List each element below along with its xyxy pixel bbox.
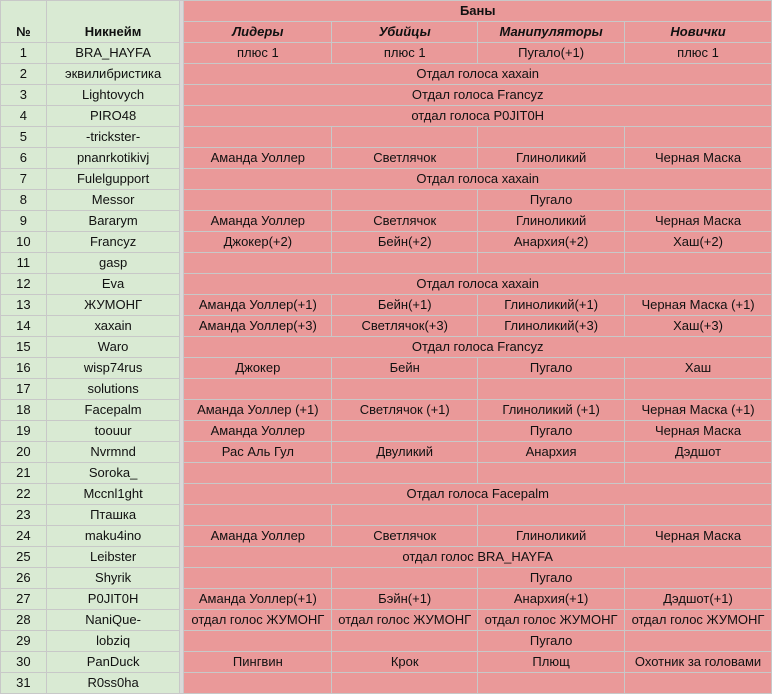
ban-cell-manipulators[interactable]: Глиноликий <box>478 526 625 547</box>
ban-cell-manipulators[interactable]: Глиноликий <box>478 148 625 169</box>
ban-cell-killers[interactable]: Крок <box>332 652 478 673</box>
ban-cell-newcomers[interactable] <box>625 379 772 400</box>
row-number-cell[interactable]: 23 <box>1 505 47 526</box>
ban-cell-manipulators[interactable]: Плющ <box>478 652 625 673</box>
ban-cell-leaders[interactable]: Аманда Уоллер <box>184 421 332 442</box>
row-number-cell[interactable]: 26 <box>1 568 47 589</box>
table-row <box>1 652 772 673</box>
row-number-cell[interactable]: 27 <box>1 589 47 610</box>
ban-cell-newcomers[interactable]: Черная Маска (+1) <box>625 400 772 421</box>
nickname-cell[interactable]: Francyz <box>46 232 180 253</box>
nickname-cell[interactable]: Nvrmnd <box>46 442 180 463</box>
ban-cell-killers[interactable]: Бэйн(+1) <box>332 589 478 610</box>
ban-cell-manipulators[interactable]: Анархия(+1) <box>478 589 625 610</box>
ban-cell-manipulators[interactable] <box>478 127 625 148</box>
header-row-top <box>1 1 772 22</box>
row-number-cell[interactable]: 3 <box>1 85 47 106</box>
nickname-cell[interactable]: Lightovych <box>46 85 180 106</box>
number-column-header[interactable]: № <box>1 1 47 43</box>
ban-cell-killers[interactable] <box>332 379 478 400</box>
ban-cell-newcomers[interactable] <box>625 253 772 274</box>
ban-cell-killers[interactable] <box>332 190 478 211</box>
table-row <box>1 148 772 169</box>
nickname-cell[interactable]: Fulelgupport <box>46 169 180 190</box>
ban-cell-leaders[interactable]: Джокер(+2) <box>184 232 332 253</box>
ban-cell-leaders[interactable]: Пингвин <box>184 652 332 673</box>
ban-cell-killers[interactable]: Светлячок <box>332 211 478 232</box>
ban-cell-newcomers[interactable]: Черная Маска <box>625 211 772 232</box>
nickname-cell[interactable]: gasp <box>46 253 180 274</box>
nickname-cell[interactable]: toouur <box>46 421 180 442</box>
nickname-cell[interactable]: -trickster- <box>46 127 180 148</box>
table-row <box>1 316 772 337</box>
nickname-column-header[interactable]: Никнейм <box>46 1 180 43</box>
ban-cell-newcomers[interactable] <box>625 190 772 211</box>
row-number-cell[interactable]: 14 <box>1 316 47 337</box>
table-row <box>1 631 772 652</box>
row-number-cell[interactable]: 12 <box>1 274 47 295</box>
nickname-cell[interactable]: PanDuck <box>46 652 180 673</box>
merged-ban-cell[interactable]: Отдал голоса Francyz <box>184 337 772 358</box>
row-number-cell[interactable]: 18 <box>1 400 47 421</box>
ban-cell-leaders[interactable]: Аманда Уоллер(+1) <box>184 589 332 610</box>
row-number-cell[interactable]: 19 <box>1 421 47 442</box>
merged-ban-cell[interactable]: Отдал голоса Francyz <box>184 85 772 106</box>
ban-cell-newcomers[interactable] <box>625 505 772 526</box>
table-row <box>1 547 772 568</box>
table-row <box>1 211 772 232</box>
ban-cell-killers[interactable]: Двуликий <box>332 442 478 463</box>
ban-cell-newcomers[interactable]: Черная Маска <box>625 526 772 547</box>
nickname-cell[interactable]: Facepalm <box>46 400 180 421</box>
ban-cell-leaders[interactable] <box>184 253 332 274</box>
ban-cell-leaders[interactable]: Аманда Уоллер <box>184 211 332 232</box>
category-header-newcomers[interactable]: Новички <box>625 22 772 43</box>
ban-cell-killers[interactable]: Светлячок <box>332 526 478 547</box>
row-number-cell[interactable]: 5 <box>1 127 47 148</box>
nickname-cell[interactable]: lobziq <box>46 631 180 652</box>
ban-cell-leaders[interactable] <box>184 673 332 694</box>
ban-cell-newcomers[interactable] <box>625 631 772 652</box>
ban-cell-manipulators[interactable] <box>478 505 625 526</box>
table-row <box>1 421 772 442</box>
nickname-cell[interactable]: эквилибристика <box>46 64 180 85</box>
ban-cell-leaders[interactable]: Джокер <box>184 358 332 379</box>
category-header-killers[interactable]: Убийцы <box>332 22 478 43</box>
nickname-cell[interactable]: Пташка <box>46 505 180 526</box>
ban-cell-leaders[interactable] <box>184 568 332 589</box>
table-row <box>1 190 772 211</box>
table-row <box>1 232 772 253</box>
ban-cell-manipulators[interactable] <box>478 463 625 484</box>
ban-cell-newcomers[interactable]: Дэдшот(+1) <box>625 589 772 610</box>
ban-cell-newcomers[interactable]: Хаш(+2) <box>625 232 772 253</box>
ban-cell-manipulators[interactable]: Пугало <box>478 421 625 442</box>
row-number-cell[interactable]: 16 <box>1 358 47 379</box>
table-row <box>1 127 772 148</box>
nickname-cell[interactable]: wisp74rus <box>46 358 180 379</box>
nickname-cell[interactable]: Eva <box>46 274 180 295</box>
ban-cell-manipulators[interactable]: Пугало(+1) <box>478 43 625 64</box>
table-row <box>1 337 772 358</box>
row-number-cell[interactable]: 20 <box>1 442 47 463</box>
ban-cell-manipulators[interactable]: Глиноликий(+1) <box>478 295 625 316</box>
ban-cell-manipulators[interactable] <box>478 253 625 274</box>
table-row <box>1 463 772 484</box>
merged-ban-cell[interactable]: Отдал голоса хахаin <box>184 169 772 190</box>
row-number-cell[interactable]: 30 <box>1 652 47 673</box>
ban-cell-leaders[interactable]: Аманда Уоллер(+3) <box>184 316 332 337</box>
table-row <box>1 106 772 127</box>
row-number-cell[interactable]: 25 <box>1 547 47 568</box>
ban-cell-manipulators[interactable]: Пугало <box>478 568 625 589</box>
ban-cell-manipulators[interactable] <box>478 379 625 400</box>
row-number-cell[interactable]: 2 <box>1 64 47 85</box>
row-number-cell[interactable]: 21 <box>1 463 47 484</box>
row-number-cell[interactable]: 15 <box>1 337 47 358</box>
row-number-cell[interactable]: 1 <box>1 43 47 64</box>
ban-cell-leaders[interactable]: Аманда Уоллер (+1) <box>184 400 332 421</box>
table-row <box>1 43 772 64</box>
ban-cell-newcomers[interactable] <box>625 127 772 148</box>
ban-cell-killers[interactable] <box>332 505 478 526</box>
ban-cell-leaders[interactable]: Аманда Уоллер <box>184 148 332 169</box>
ban-cell-newcomers[interactable] <box>625 463 772 484</box>
row-number-cell[interactable]: 13 <box>1 295 47 316</box>
table-row <box>1 673 772 694</box>
ban-cell-leaders[interactable]: отдал голос ЖУМОНГ <box>184 610 332 631</box>
table-row <box>1 568 772 589</box>
row-number-cell[interactable]: 7 <box>1 169 47 190</box>
ban-cell-killers[interactable]: Светлячок(+3) <box>332 316 478 337</box>
nickname-cell[interactable]: Messor <box>46 190 180 211</box>
row-number-cell[interactable]: 29 <box>1 631 47 652</box>
ban-cell-killers[interactable]: Бейн(+1) <box>332 295 478 316</box>
ban-cell-newcomers[interactable] <box>625 568 772 589</box>
nickname-cell[interactable]: Shyrik <box>46 568 180 589</box>
ban-cell-manipulators[interactable]: отдал голос ЖУМОНГ <box>478 610 625 631</box>
nickname-cell[interactable]: Mccnl1ght <box>46 484 180 505</box>
table-row <box>1 526 772 547</box>
ban-cell-manipulators[interactable]: Глиноликий <box>478 211 625 232</box>
ban-cell-killers[interactable]: плюс 1 <box>332 43 478 64</box>
table-row <box>1 169 772 190</box>
ban-cell-manipulators[interactable]: Пугало <box>478 190 625 211</box>
ban-cell-manipulators[interactable]: Глиноликий (+1) <box>478 400 625 421</box>
ban-cell-newcomers[interactable]: Черная Маска <box>625 421 772 442</box>
table-row <box>1 442 772 463</box>
merged-ban-cell[interactable]: отдал голос BRA_HAYFA <box>184 547 772 568</box>
row-number-cell[interactable]: 17 <box>1 379 47 400</box>
nickname-cell[interactable]: Bararym <box>46 211 180 232</box>
ban-cell-killers[interactable] <box>332 421 478 442</box>
ban-cell-newcomers[interactable]: Черная Маска (+1) <box>625 295 772 316</box>
ban-cell-leaders[interactable] <box>184 127 332 148</box>
row-number-cell[interactable]: 11 <box>1 253 47 274</box>
nickname-cell[interactable]: PIRO48 <box>46 106 180 127</box>
row-number-cell[interactable]: 9 <box>1 211 47 232</box>
row-number-cell[interactable]: 10 <box>1 232 47 253</box>
ban-cell-leaders[interactable] <box>184 631 332 652</box>
nickname-cell[interactable]: хахаin <box>46 316 180 337</box>
ban-cell-newcomers[interactable]: Хаш <box>625 358 772 379</box>
ban-cell-newcomers[interactable]: плюс 1 <box>625 43 772 64</box>
ban-cell-manipulators[interactable]: Анархия <box>478 442 625 463</box>
merged-ban-cell[interactable]: Отдал голоса хахаin <box>184 274 772 295</box>
table-row <box>1 295 772 316</box>
ban-cell-manipulators[interactable]: Анархия(+2) <box>478 232 625 253</box>
table-row <box>1 610 772 631</box>
ban-cell-killers[interactable]: Светлячок (+1) <box>332 400 478 421</box>
nickname-cell[interactable]: solutions <box>46 379 180 400</box>
table-row <box>1 64 772 85</box>
ban-cell-newcomers[interactable] <box>625 673 772 694</box>
nickname-cell[interactable]: ЖУМОНГ <box>46 295 180 316</box>
nickname-cell[interactable]: Waro <box>46 337 180 358</box>
table-row <box>1 274 772 295</box>
table-row <box>1 379 772 400</box>
ban-cell-killers[interactable] <box>332 673 478 694</box>
category-header-manipulators[interactable]: Манипуляторы <box>478 22 625 43</box>
ban-cell-newcomers[interactable]: отдал голос ЖУМОНГ <box>625 610 772 631</box>
merged-ban-cell[interactable]: Отдал голоса Facepalm <box>184 484 772 505</box>
ban-cell-killers[interactable]: Бейн(+2) <box>332 232 478 253</box>
table-row <box>1 505 772 526</box>
ban-cell-killers[interactable] <box>332 127 478 148</box>
ban-cell-newcomers[interactable]: Дэдшот <box>625 442 772 463</box>
ban-cell-leaders[interactable]: Аманда Уоллер <box>184 526 332 547</box>
ban-cell-killers[interactable]: Бейн <box>332 358 478 379</box>
ban-cell-killers[interactable] <box>332 463 478 484</box>
table-row <box>1 589 772 610</box>
ban-cell-leaders[interactable]: Аманда Уоллер(+1) <box>184 295 332 316</box>
nickname-cell[interactable]: NaniQue- <box>46 610 180 631</box>
nickname-cell[interactable]: Soroka_ <box>46 463 180 484</box>
ban-cell-leaders[interactable] <box>184 190 332 211</box>
row-number-cell[interactable]: 8 <box>1 190 47 211</box>
ban-cell-leaders[interactable] <box>184 505 332 526</box>
row-number-cell[interactable]: 31 <box>1 673 47 694</box>
ban-cell-leaders[interactable]: Рас Аль Гул <box>184 442 332 463</box>
nickname-cell[interactable]: BRA_HAYFA <box>46 43 180 64</box>
category-header-leaders[interactable]: Лидеры <box>184 22 332 43</box>
ban-cell-killers[interactable] <box>332 568 478 589</box>
table-row <box>1 85 772 106</box>
ban-cell-newcomers[interactable]: Хаш(+3) <box>625 316 772 337</box>
table-row <box>1 400 772 421</box>
ban-cell-manipulators[interactable]: Пугало <box>478 358 625 379</box>
nickname-cell[interactable]: R0ss0ha <box>46 673 180 694</box>
table-row <box>1 358 772 379</box>
ban-cell-killers[interactable]: Светлячок <box>332 148 478 169</box>
ban-cell-killers[interactable]: отдал голос ЖУМОНГ <box>332 610 478 631</box>
ban-cell-leaders[interactable] <box>184 463 332 484</box>
row-number-cell[interactable]: 4 <box>1 106 47 127</box>
ban-cell-manipulators[interactable]: Пугало <box>478 631 625 652</box>
row-number-cell[interactable]: 22 <box>1 484 47 505</box>
table-row <box>1 484 772 505</box>
ban-cell-manipulators[interactable] <box>478 673 625 694</box>
merged-ban-cell[interactable]: отдал голоса P0JIT0H <box>184 106 772 127</box>
ban-cell-manipulators[interactable]: Глиноликий(+3) <box>478 316 625 337</box>
ban-cell-killers[interactable] <box>332 631 478 652</box>
row-number-cell[interactable]: 6 <box>1 148 47 169</box>
nickname-cell[interactable]: Leibster <box>46 547 180 568</box>
nickname-cell[interactable]: maku4ino <box>46 526 180 547</box>
merged-ban-cell[interactable]: Отдал голоса хахаin <box>184 64 772 85</box>
ban-cell-newcomers[interactable]: Охотник за головами <box>625 652 772 673</box>
table-row <box>1 253 772 274</box>
row-number-cell[interactable]: 28 <box>1 610 47 631</box>
nickname-cell[interactable]: P0JIT0H <box>46 589 180 610</box>
ban-cell-leaders[interactable]: плюс 1 <box>184 43 332 64</box>
ban-cell-leaders[interactable] <box>184 379 332 400</box>
bans-group-header[interactable]: Баны <box>184 1 772 22</box>
row-number-cell[interactable]: 24 <box>1 526 47 547</box>
ban-cell-newcomers[interactable]: Черная Маска <box>625 148 772 169</box>
ban-cell-killers[interactable] <box>332 253 478 274</box>
nickname-cell[interactable]: pnanrkotikivj <box>46 148 180 169</box>
